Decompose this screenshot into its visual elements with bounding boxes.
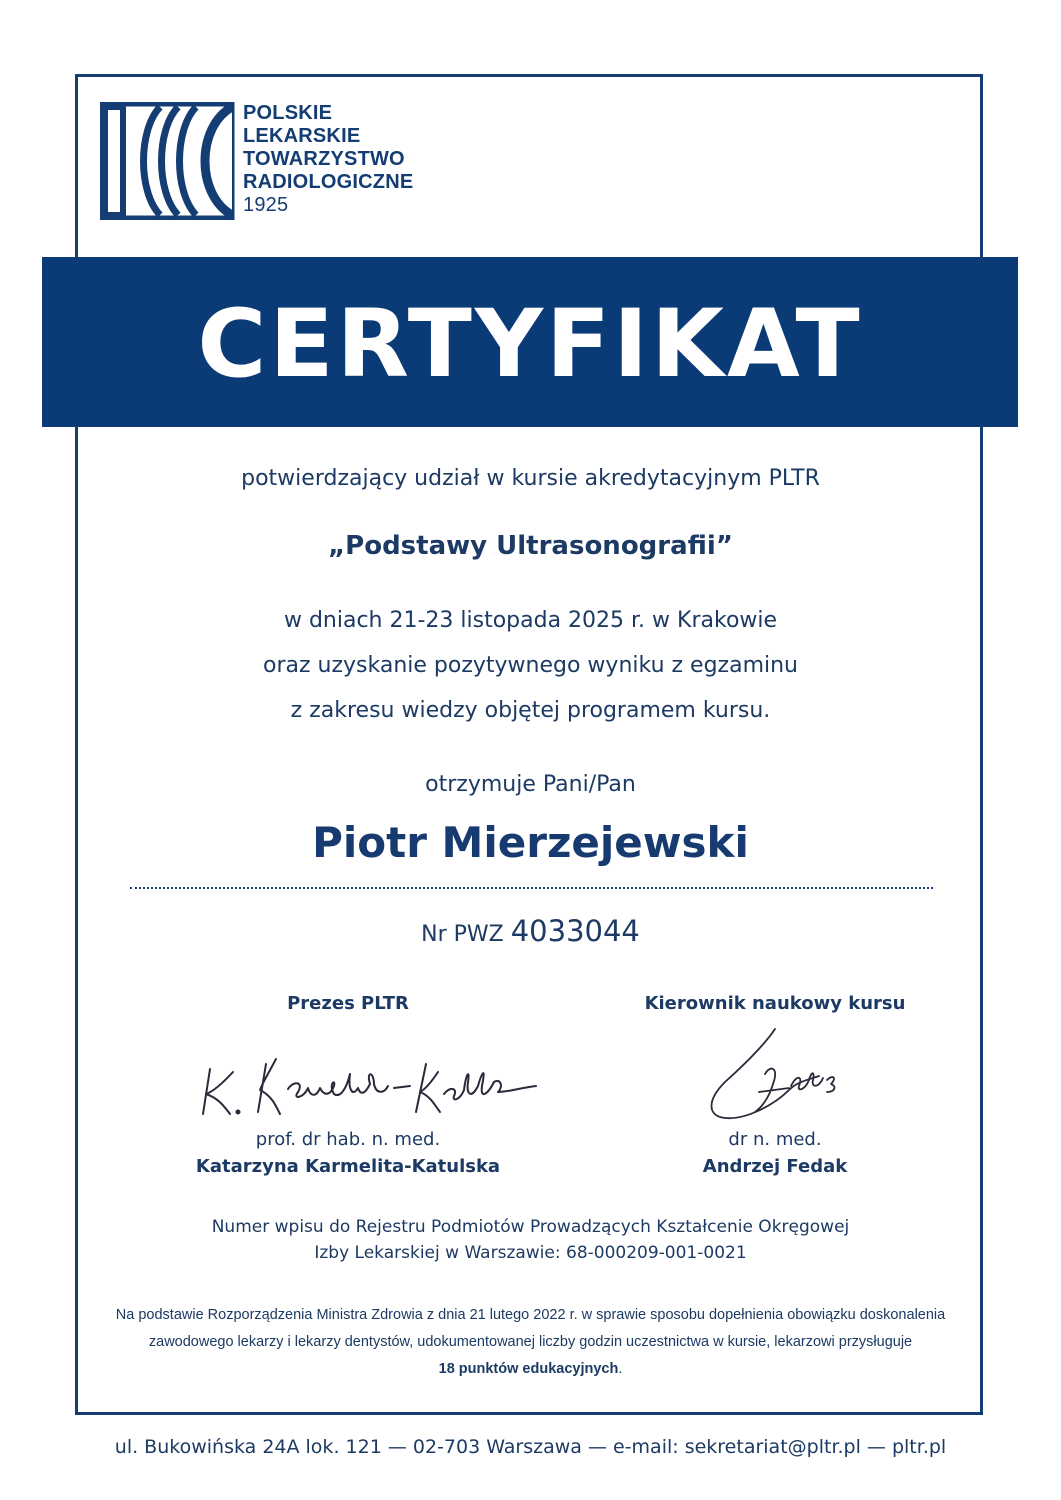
signature-name: Katarzyna Karmelita-Katulska [195, 1156, 501, 1177]
registry-line: Izby Lekarskiej w Warszawie: 68-000209-001-0021 [314, 1243, 747, 1263]
registry-info [0, 1214, 1061, 1266]
logo-line: TOWARZYSTWO [243, 148, 405, 170]
signature-block-course-director [575, 993, 975, 1177]
legal-line: zawodowego lekarzy i lekarzy dentystów, udokumentowanej liczby godzin uczestnictwa w kursie, lekarzowi przysługuje [148, 1334, 913, 1350]
legal-points-line [100, 1356, 961, 1383]
course-title: „Podstawy Ultrasonografii” [328, 531, 733, 561]
logo-line: POLSKIE [243, 102, 333, 124]
education-points: 18 punktów edukacyjnych [438, 1361, 619, 1377]
footer-address: ul. Bukowińska 24A lok. 121 — 02-703 Warszawa — e-mail: sekretariat@pltr.pl — pltr.pl [114, 1436, 947, 1458]
logo-line: RADIOLOGICZNE [243, 171, 414, 193]
certificate-title: CERTYFIKAT [197, 289, 863, 399]
pltr-logo-icon [100, 102, 235, 220]
course-details [0, 598, 1061, 733]
pltr-logo [100, 102, 440, 222]
pwz-number: 4033044 [510, 914, 640, 948]
signature-image [575, 1014, 975, 1129]
details-line: z zakresu wiedzy objętej programem kursu. [290, 698, 771, 723]
signature-role: Kierownik naukowy kursu [644, 993, 906, 1014]
logo-year: 1925 [243, 194, 289, 216]
receives-text: otrzymuje Pani/Pan [425, 772, 636, 797]
points-suffix: . [618, 1361, 623, 1377]
legal-notice [100, 1302, 961, 1383]
pwz-label: Nr PWZ [421, 922, 504, 947]
details-line: oraz uzyskanie pozytywnego wyniku z egzaminu [262, 653, 798, 678]
title-banner [42, 257, 1018, 427]
details-line: w dniach 21-23 listopada 2025 r. w Krakowie [283, 608, 778, 633]
signature-image [148, 1014, 548, 1129]
intro-text: potwierdzający udział w kursie akredytacyjnym PLTR [241, 466, 820, 491]
signature-role: Prezes PLTR [287, 993, 409, 1014]
signature-name: Andrzej Fedak [702, 1156, 848, 1177]
recipient-name: Piotr Mierzejewski [312, 818, 749, 867]
name-dotted-line [130, 887, 933, 889]
signature-degree: dr n. med. [728, 1129, 822, 1150]
legal-line: Na podstawie Rozporządzenia Ministra Zdrowia z dnia 21 lutego 2022 r. w sprawie sposobu dopełnienia obowiązku doskonalenia [115, 1307, 946, 1323]
logo-wordmark [243, 102, 413, 217]
pwz-line [0, 914, 1061, 948]
signature-block-president [148, 993, 548, 1177]
logo-line: LEKARSKIE [243, 125, 361, 147]
registry-line: Numer wpisu do Rejestru Podmiotów Prowadzących Kształcenie Okręgowej [211, 1217, 850, 1237]
signature-degree: prof. dr hab. n. med. [255, 1129, 441, 1150]
